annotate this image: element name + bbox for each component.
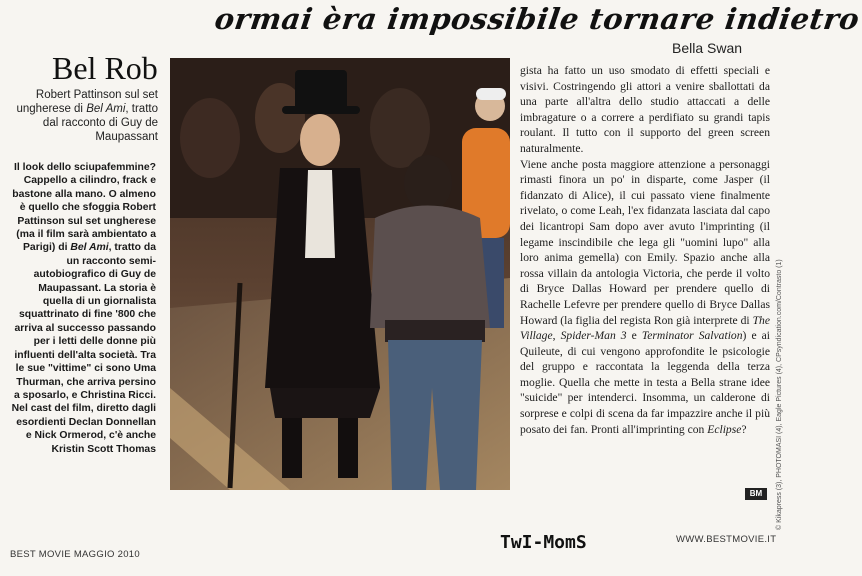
photo-credits-text: © Kikapress (3), PHOTOMASI (4), Eagle Pictures (4), CPsyndication.com/Contrasto (1) (776, 259, 783, 530)
film-title: Eclipse (707, 422, 742, 436)
article-title: Bel Rob (52, 50, 158, 86)
body-text: , (552, 329, 561, 343)
set-photo-illustration (170, 58, 510, 490)
photo-credits (776, 190, 790, 530)
watermark: TwI-MomS (500, 532, 587, 553)
article-subtitle (10, 88, 158, 144)
footer-issue: BEST MOVIE MAGGIO 2010 (10, 549, 140, 560)
headline-byline: Bella Swan (672, 40, 743, 56)
article-body (520, 63, 770, 437)
body-text: e (626, 329, 642, 343)
body-text: ? (741, 422, 747, 436)
sidebar-caption (8, 161, 156, 456)
film-title: Terminator Salvation (641, 329, 743, 343)
body-paragraph (520, 157, 770, 438)
set-photo (170, 58, 510, 490)
body-text: ) e ai Quileute, di cui vengono approfondite le psicologie del gruppo e raccontata la leggenda della terza moglie. Quella che mette in testa a Bella strane idee "suicide" per intenderci. Insomma, un calderone di sorprese e colpi di scena da far impazzire anche il più posato dei fan. Pronti all'imprinting con (520, 329, 771, 436)
subtitle-text-a: Robert Pattinson sul set ungherese di (16, 89, 158, 115)
sidebar-text-a: Il look dello sciupafemmine? Cappello a cilindro, frack e bastone alla mano. O almeno è quello che sfoggia Robert Pattinson sul set ungherese (ma il film sarà ambientato a Parigi) di (12, 162, 156, 254)
sidebar-film-title: Bel Ami (70, 242, 109, 254)
subtitle-text-b: , tratto dal racconto di Guy de Maupassant (42, 103, 158, 143)
end-badge: BM (745, 488, 767, 500)
sidebar-text-b: , tratto da un racconto semi-autobiografico di Guy de Maupassant. La storia è quella di un giornalista squattrinato di fine '800 che arriva al successo passando per i letti delle donne più influenti dell'alta società. Tra le sue "vittime" ci sono Uma Thurman, che arriva persino a sposarlo, e Christina Ricci. Nel cast del film, diretto dagli esordienti Declan Donnellan e Nick Ormerod, c'è anche Kristin Scott Thomas (11, 242, 156, 455)
subtitle-film-title: Bel Ami (86, 103, 126, 115)
headline: ormai èra impossibile tornare indietro (212, 2, 862, 36)
film-title: Spider-Man 3 (560, 329, 627, 343)
body-text: Viene anche posta maggiore attenzione a personaggi rimasti finora un po' in disparte, come Jasper (il fidanzato di Alice), il cui passato viene finalmente rivelato, o come Leah, l'ex fidanzata lasciata dal capo dei licantropi Sam dopo aver avuto l'imprinting (il legame inscindibile che lega gli "uomini lupo" alla loro anima gemella) con Emily. Spazio anche alla rossa villain da antologia Victoria, che perde il volto di Bryce Dallas Howard per prendere quello di Rachelle Lefevre per prendere quello di Bryce Dallas Howard (la figlia del regista Ron già interprete di (520, 157, 770, 327)
body-paragraph: gista ha fatto un uso smodato di effetti speciali e visivi. Costringendo gli attori a venire sballottati da una parte all'altra dello studio attaccati a delle imbragature o a correre a perdifiato su grandi tapis roulant. Il tutto con il supporto del green screen naturalmente. (520, 64, 770, 155)
film-title: The Village (520, 313, 770, 343)
footer-website: WWW.BESTMOVIE.IT (676, 534, 777, 545)
